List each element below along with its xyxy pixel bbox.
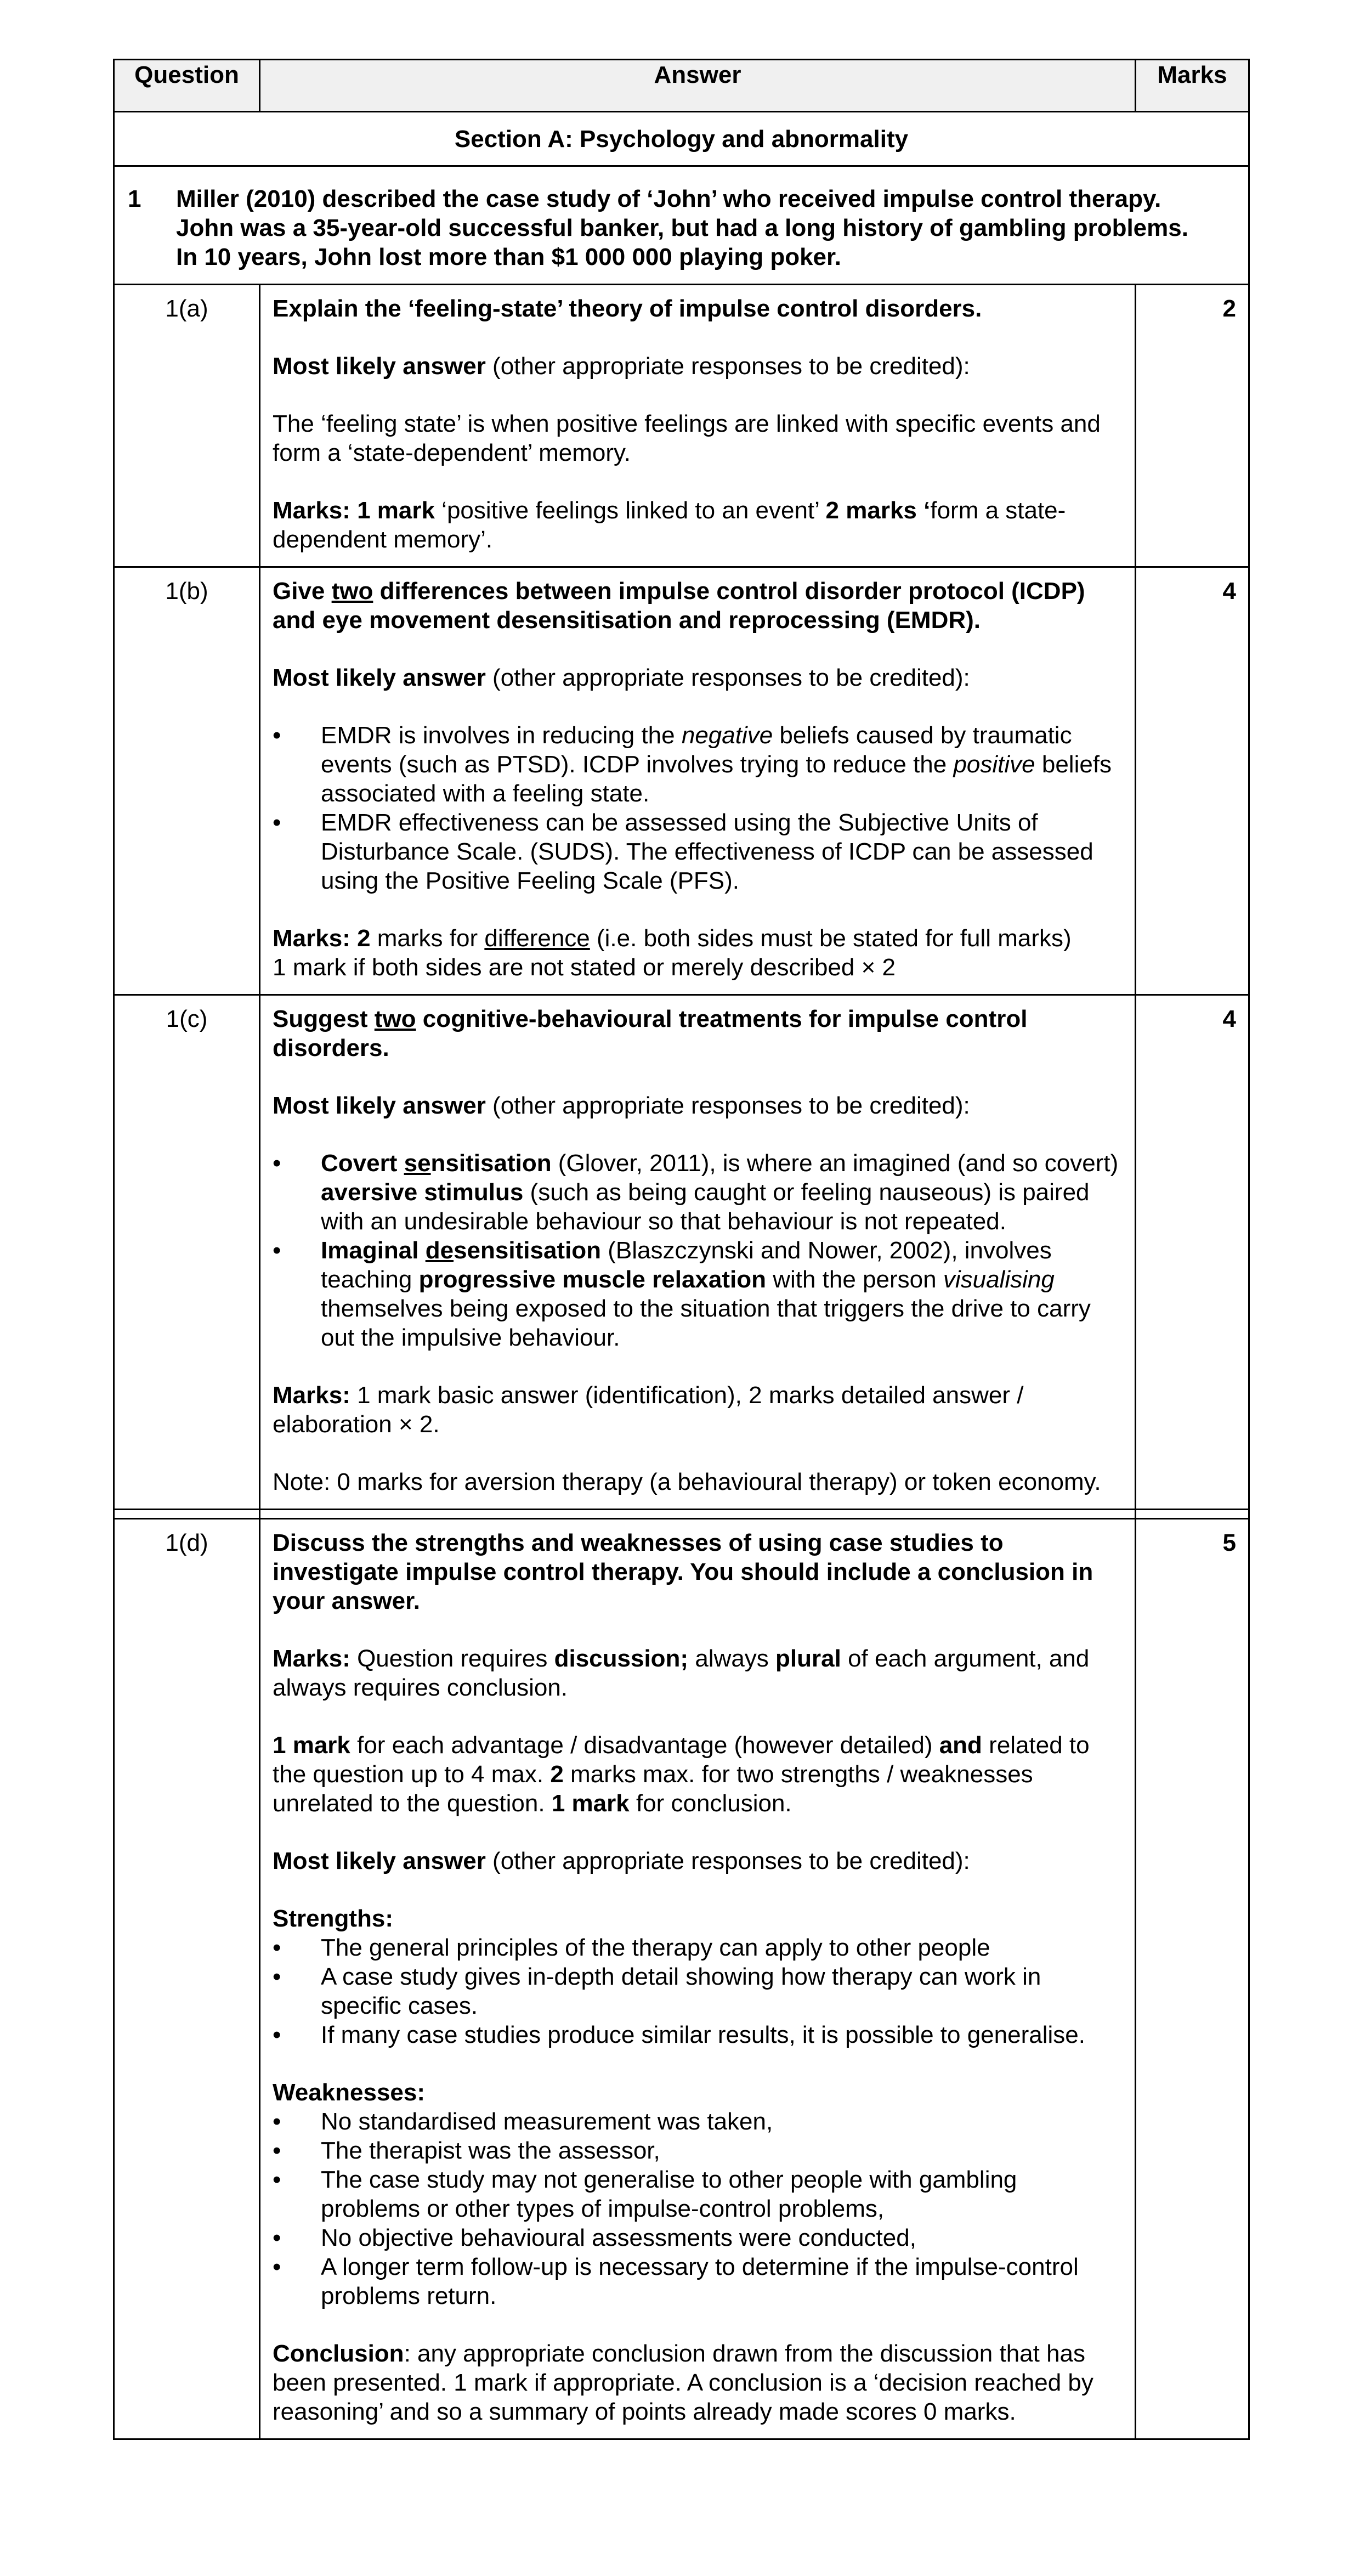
strength-item: • A case study gives in-depth detail showing how therapy can work in specific cases. [273, 1962, 1123, 2020]
weakness-item: • A longer term follow-up is necessary to determine if the impulse-control problems return. [273, 2252, 1123, 2311]
mla-text: (other appropriate responses to be credited): [485, 353, 970, 380]
strengths-heading: Strengths: [273, 1905, 393, 1932]
question-stem [114, 166, 1249, 285]
bullet-item: • Imaginal desensitisation (Blaszczynski and Nower, 2002), involves teaching progressive muscle relaxation with the person visualising themselves being exposed to the situation that triggers the drive to carry out the impulsive behaviour. [273, 1236, 1123, 1352]
mla-label: Most likely answer [273, 1092, 486, 1119]
weakness-item: • No objective behavioural assessments were conducted, [273, 2223, 1123, 2252]
header-row [114, 60, 1249, 112]
note-text: Note: 0 marks for aversion therapy (a behavioural therapy) or token economy. [273, 1468, 1101, 1495]
question-number: 1(a) [114, 285, 260, 567]
marks-text-2: form a state-dependent memory’. [273, 497, 1066, 553]
bullet-item: • EMDR effectiveness can be assessed using the Subjective Units of Disturbance Scale. (SUDS). The effectiveness of ICDP can be assessed using the Positive Feeling Scale (PFS). [273, 808, 1123, 895]
marks-guidance: Marks: 1 mark basic answer (identification), 2 marks detailed answer / elaboration × 2. [273, 1382, 1024, 1438]
answer-cell [260, 1519, 1136, 2439]
strength-item: • If many case studies produce similar results, it is possible to generalise. [273, 2020, 1123, 2049]
marks-value: 4 [1136, 567, 1249, 995]
answer-cell [260, 285, 1136, 567]
marks-guidance: Marks: Question requires discussion; always plural of each argument, and always requires conclusion. [273, 1645, 1090, 1701]
mla-text: (other appropriate responses to be credited): [485, 1848, 970, 1874]
stem-number: 1 [128, 185, 141, 212]
mla-text: (other appropriate responses to be credited): [485, 1092, 970, 1119]
stem-text: Miller (2010) described the case study of ‘John’ who received impulse control therapy. John was a 35-year-old successful banker, but had a long history of gambling problems. In 10 years, John lost more than $1 000 000 playing poker. [176, 185, 1188, 270]
mla-label: Most likely answer [273, 1848, 486, 1874]
question-row-1a [114, 285, 1249, 567]
header-question: Question [114, 60, 260, 112]
question-number: 1(b) [114, 567, 260, 995]
section-row [114, 112, 1249, 166]
marks-text: ‘positive feelings linked to an event’ [434, 497, 826, 524]
answer-text: The ‘feeling state’ is when positive feelings are linked with specific events and form a ‘state-dependent’ memory. [273, 410, 1101, 466]
marks-label-2: 2 marks ‘ [825, 497, 931, 524]
answer-cell [260, 567, 1136, 995]
question-row-1b [114, 567, 1249, 995]
mark-scheme-table [113, 59, 1250, 2440]
mla-text: (other appropriate responses to be credited): [485, 664, 970, 691]
header-marks: Marks [1136, 60, 1249, 112]
marks-value: 5 [1136, 1519, 1249, 2439]
bullet-item: • EMDR is involves in reducing the negative beliefs caused by traumatic events (such as PTSD). ICDP involves trying to reduce the positive beliefs associated with a feeling state. [273, 721, 1123, 808]
weakness-item: • The case study may not generalise to other people with gambling problems or other types of impulse-control problems, [273, 2165, 1123, 2223]
marks-value: 4 [1136, 995, 1249, 1510]
stem-row [114, 166, 1249, 285]
mla-label: Most likely answer [273, 664, 486, 691]
section-title: Section A: Psychology and abnormality [114, 112, 1249, 166]
conclusion-text: Conclusion: any appropriate conclusion drawn from the discussion that has been presented. 1 mark if appropriate. A conclusion is a ‘decision reached by reasoning’ and so a summary of points already made scores 0 marks. [273, 2340, 1093, 2425]
marks-guidance: Marks: 2 marks for difference (i.e. both sides must be stated for full marks) 1 mark if both sides are not stated or merely described × 2 [273, 925, 1072, 981]
answer-bullets [273, 1149, 1123, 1352]
marks-value: 2 [1136, 285, 1249, 567]
bullet-item: • Covert sensitisation (Glover, 2011), is where an imagined (and so covert) aversive stimulus (such as being caught or feeling nauseous) is paired with an undesirable behaviour so that behaviour is not repeated. [273, 1149, 1123, 1236]
mla-label: Most likely answer [273, 353, 486, 380]
weakness-item: • No standardised measurement was taken, [273, 2107, 1123, 2136]
strengths-list [273, 1933, 1123, 2049]
spacer-row [114, 1510, 1249, 1519]
question-row-1d [114, 1519, 1249, 2439]
weaknesses-list [273, 2107, 1123, 2311]
answer-cell [260, 995, 1136, 1510]
question-text: Discuss the strengths and weaknesses of using case studies to investigate impulse control therapy. You should include a conclusion in your answer. [273, 1529, 1093, 1614]
answer-bullets [273, 721, 1123, 895]
weaknesses-heading: Weaknesses: [273, 2079, 426, 2106]
question-row-1c [114, 995, 1249, 1510]
question-text: Give two differences between impulse control disorder protocol (ICDP) and eye movement desensitisation and reprocessing (EMDR). [273, 578, 1085, 634]
question-text: Suggest two cognitive-behavioural treatments for impulse control disorders. [273, 1005, 1028, 1061]
marks-allocation: 1 mark for each advantage / disadvantage (however detailed) and related to the question up to 4 max. 2 marks max. for two strengths / weaknesses unrelated to the question. 1 mark for conclusion. [273, 1732, 1090, 1817]
question-text: Explain the ‘feeling-state’ theory of impulse control disorders. [273, 295, 982, 322]
header-answer: Answer [260, 60, 1136, 112]
weakness-item: • The therapist was the assessor, [273, 2136, 1123, 2165]
question-number: 1(d) [114, 1519, 260, 2439]
marks-label: Marks: 1 mark [273, 497, 435, 524]
strength-item: • The general principles of the therapy can apply to other people [273, 1933, 1123, 1962]
question-number: 1(c) [114, 995, 260, 1510]
